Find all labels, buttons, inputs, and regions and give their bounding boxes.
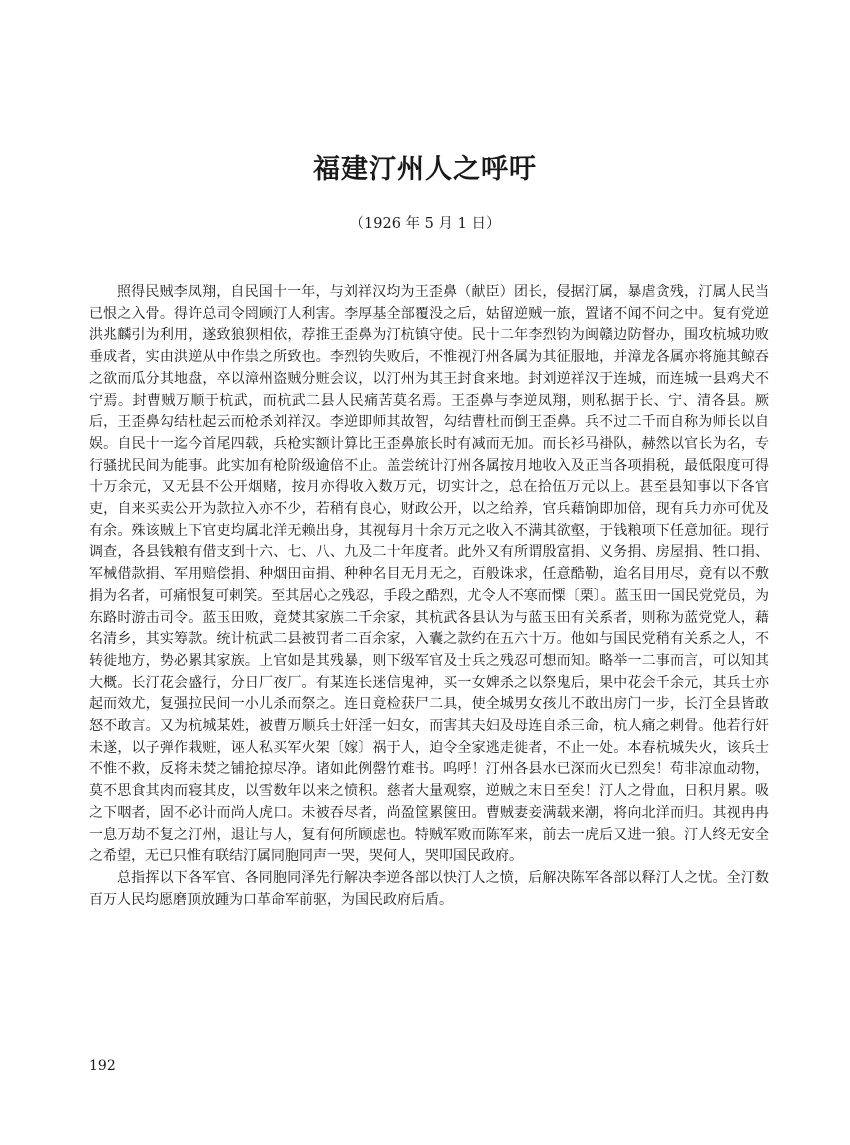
document-date: （1926 年 5 月 1 日）: [349, 216, 501, 232]
page-number: 192: [89, 1058, 116, 1074]
body-paragraph: 照得民贼李凤翔，自民国十一年，与刘祥汉均为王歪鼻（献臣）团长，侵据汀属，暴虐贪残，汀属人民当已恨之入骨。得许总司令罔顾汀人利害。李厚基全部覆没之后，姑留逆贼一旅，置诸不闻不问之中。复有党逆洪兆麟引为利用，遂致狼狈相依，荐推王歪鼻为汀杭镇守使。民十二年李烈钧为闽赣边防督办，围攻杭城功败垂成者，实由洪逆从中作祟之所致也。李烈钧失败后，不惟视汀州各属为其征服地，并漳龙各属亦将施其鲸吞之欲而瓜分其地盘，卒以漳州盗贼分赃会议，以汀州为其王封食来地。封刘逆祥汉于连城，而连城一县鸡犬不宁焉。封曹贼万顺于杭武，而杭武二县人民痛苦莫名焉。王歪鼻与李逆凤翔，则私据于长、宁、清各县。厥后，王歪鼻勾结杜起云而枪杀刘祥汉。李逆即师其故智，勾结曹杜而倒王歪鼻。兵不过二千而自称为师长以自娱。自民十一迄今首尾四载，兵枪实额计算比王歪鼻旅长时有减而无加。而长衫马褂队，赫然以官长为名，专行骚扰民间为能事。此实加有枪阶级逾倍不止。盖尝统计汀州各属按月地收入及正当各项捐税，最低限度可得十万余元，又无县不公开烟赌，按月亦得收入数万元，切实计之，总在拾伍万元以上。甚至县知事以下各官吏，自来买卖公开为款拉入亦不少，若稍有良心，财政公开，以之给养，官兵藉饷即加倍，现有兵力亦可优及有余。殊该贼上下官吏均属北洋无赖出身，其视每月十余万元之收入不满其欲壑，于钱粮项下任意加征。现行调查，各县钱粮有借支到十六、七、八、九及二十年度者。此外又有所谓殷富捐、义务捐、房屋捐、牲口捐、军械借款捐、军用赔偿捐、种烟田亩捐、种种名目无月无之，百般诛求，任意酷勒，迨名目用尽，竟有以不敷捐为名者，可痛恨复可剌笑。至其居心之残忍，手段之酷烈，尤令人不寒而慄〔栗〕。蓝玉田一国民党党员，为东路时游击司令。蓝玉田败，竟焚其家族二千余家，其杭武各县认为与蓝玉田有关系者，则称为蓝党党人，藉名清乡，其实筹款。统计杭武二县被罚者二百余家，入囊之款约在五六十万。他如与国民党稍有关系之人，不转徙地方，势必累其家族。上官如是其残暴，则下级军官及士兵之残忍可想而知。略举一二事而言，可以知其大概。长汀花会盛行，分日厂夜厂。有某连长迷信鬼神，买一女婢杀之以祭鬼后，果中花会千余元，其兵士亦起而效尤，复强拉民间一小儿杀而祭之。连日竟检获尸二具，使全城男女孩儿不敢出房门一步，长汀全县皆敢怒不敢言。又为杭城某姓，被曹万顺兵士奸淫一妇女，而害其夫妇及母连自杀三命，杭人痛之剌骨。他若行奸未遂，以子弹作栽赃，诬人私买军火架〔嫁〕祸于人，迫令全家逃走徙者，不止一处。本春杭城失火，该兵士不惟不救，反将未焚之铺抢掠尽净。诸如此例罄竹难书。呜呼！汀州各县水已深而火已烈矣！苟非凉血动物，莫不思食其肉而寝其皮，以雪数年以来之愤积。慈者大量观察，逆贼之末日至矣！汀人之骨血，日积月累。吸之下咽者，固不必计而尚人虎口。未被吞尽者，尚盈筐累箧田。曹贼妻妾满载来潮，将向北洋而归。其视冉冉一息万劫不复之汀州，退让与人，复有何所顾虑也。特贼军败而陈军来，前去一虎后又进一狼。汀人终无安全之希望，无已只惟有联结汀属同胞同声一哭，哭何人，哭叩国民政府。: [89, 284, 769, 865]
document-body: [89, 282, 769, 911]
document-title: 福建汀州人之呼吁: [313, 154, 537, 185]
body-paragraph: 总指挥以下各军官、各同胞同泽先行解决李逆各部以快汀人之愤，后解决陈军各部以释汀人之忧。全汀数百万人民均愿磨顶放踵为口革命军前驱，为国民政府后盾。: [89, 869, 769, 908]
